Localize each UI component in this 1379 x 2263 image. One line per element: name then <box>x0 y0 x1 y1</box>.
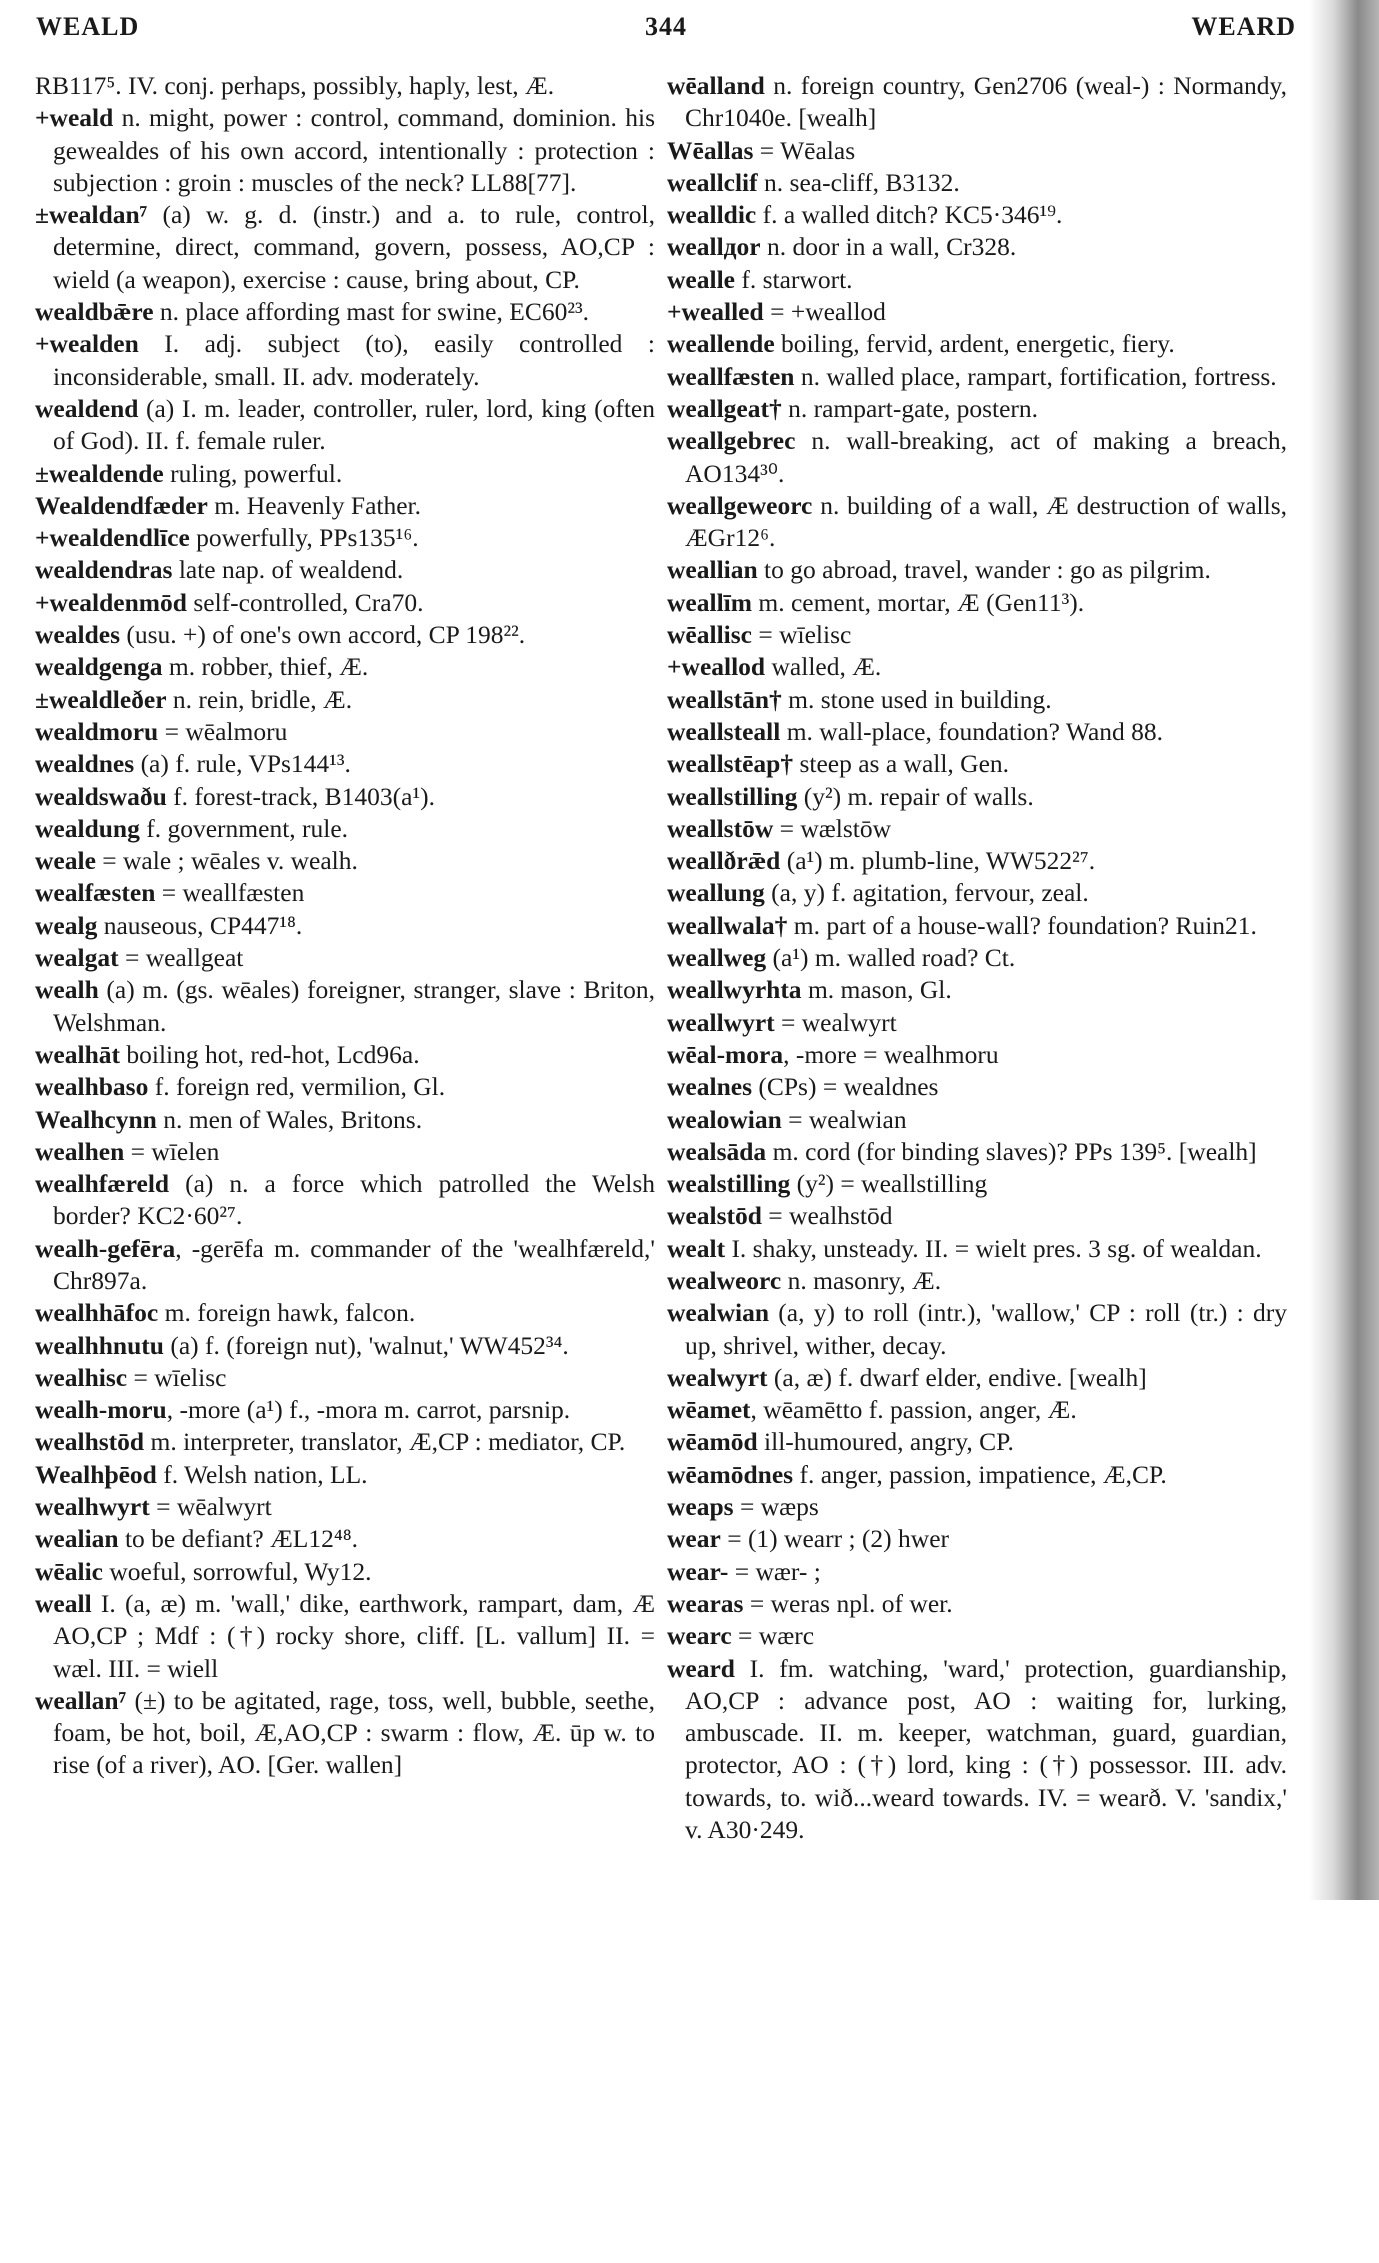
headword: weallsteall <box>667 716 781 746</box>
definition-text: = wealwian <box>781 1104 907 1134</box>
definition-text: n. rein, bridle, Æ. <box>166 684 353 714</box>
dictionary-entry <box>667 748 1287 780</box>
header-left-guideword: WEALD <box>36 12 140 41</box>
headword: wealg <box>35 910 98 940</box>
headword: weallstēap† <box>667 749 794 779</box>
definition-text: (y²) m. repair of walls. <box>797 781 1034 811</box>
page-header <box>36 12 1296 52</box>
definition-text: (a, y) f. agitation, fervour, zeal. <box>764 878 1089 908</box>
headword: weallgebrec <box>667 426 796 456</box>
dictionary-entry <box>667 490 1287 555</box>
definition-text: m. foreign hawk, falcon. <box>158 1298 416 1328</box>
dictionary-entry <box>667 651 1287 683</box>
dictionary-entry <box>35 1104 655 1136</box>
dictionary-entry <box>667 1653 1287 1847</box>
headword: +wealdendlīce <box>35 523 190 553</box>
dictionary-entry <box>35 393 655 458</box>
definition-text: (a, y) to roll (intr.), 'wallow,' CP : roll (tr.) : dry up, shrivel, wither, decay. <box>685 1298 1287 1360</box>
definition-text: (a, æ) f. dwarf elder, endive. [wealh] <box>767 1362 1147 1392</box>
definition-text: = wælstōw <box>773 813 892 843</box>
headword: wealdswaðu <box>35 781 167 811</box>
definition-text: n. building of a wall, Æ destruction of walls, ÆGr12⁶. <box>685 490 1287 553</box>
dictionary-entry <box>35 102 655 199</box>
headword: Wealhcynn <box>35 1104 157 1134</box>
dictionary-entry <box>35 1233 655 1298</box>
definition-text: f. Welsh nation, LL. <box>156 1459 368 1489</box>
definition-text: m. cement, mortar, Æ (Gen11³). <box>751 587 1085 617</box>
dictionary-entry <box>667 1233 1287 1265</box>
dictionary-entry <box>35 1039 655 1071</box>
dictionary-entry <box>35 1685 655 1782</box>
headword: wealhisc <box>35 1362 128 1392</box>
dictionary-entry <box>35 877 655 909</box>
dictionary-entry <box>667 135 1287 167</box>
headword: weallweg <box>667 943 767 973</box>
headword: wealh-moru <box>35 1395 167 1425</box>
dictionary-entry <box>35 748 655 780</box>
headword: wealhhāfoc <box>35 1298 159 1328</box>
dictionary-entry <box>35 1556 655 1588</box>
headword: weallīm <box>667 587 752 617</box>
definition-text: f. anger, passion, impatience, Æ,CP. <box>793 1459 1167 1489</box>
definition-text: I. fm. watching, 'ward,' protection, guardianship, AO,CP : advance post, AO : waiting for, lurking, ambuscade. II. m. keeper, watchman, guard, guardian, protector, AO : (†) lord, king : (†) possessor. III. adv. towards, to. wið...weard towards. IV. = wearð. V. 'sandix,' v. A30·249. <box>685 1653 1287 1845</box>
headword: ±wealdleðer <box>35 684 167 714</box>
headword: ±wealdan⁷ <box>35 200 148 230</box>
headword: wealhwyrt <box>35 1492 150 1522</box>
dictionary-entry <box>35 716 655 748</box>
dictionary-entry <box>35 1136 655 1168</box>
headword: weaps <box>667 1492 734 1522</box>
definition-text: (a) w. g. d. (instr.) and a. to rule, control, determine, direct, command, govern, possess, AO,CP : wield (a weapon), exercise : cause, bring about, CP. <box>53 200 655 294</box>
dictionary-entry <box>667 1297 1287 1362</box>
headword: weallgeweorc <box>667 490 813 520</box>
dictionary-entry <box>667 1491 1287 1523</box>
definition-text: = (1) wearr ; (2) hwer <box>720 1524 950 1554</box>
definition-text: ruling, powerful. <box>163 458 343 488</box>
headword: wealwyrt <box>667 1362 768 1392</box>
dictionary-entry <box>35 651 655 683</box>
headword: weallstilling <box>667 781 798 811</box>
headword: wealdes <box>35 620 120 650</box>
dictionary-entry <box>667 1039 1287 1071</box>
dictionary-entry <box>667 199 1287 231</box>
definition-text: = wealwyrt <box>774 1007 897 1037</box>
headword: wealldic <box>667 200 757 230</box>
definition-text: = wīelisc <box>127 1362 227 1392</box>
definition-text: = wær- ; <box>728 1556 821 1586</box>
dictionary-entry <box>35 1362 655 1394</box>
dictionary-entry <box>35 813 655 845</box>
definition-text: , -more (a¹) f., -mora m. carrot, parsnip. <box>166 1395 571 1425</box>
definition-text: to be defiant? ÆL12⁴⁸. <box>118 1524 359 1554</box>
headword: wēal-mora <box>667 1039 784 1069</box>
headword: wealowian <box>667 1104 782 1134</box>
dictionary-entry <box>667 1071 1287 1103</box>
headword: wealhhnutu <box>35 1330 164 1360</box>
headword: weale <box>35 846 96 876</box>
dictionary-entry <box>35 781 655 813</box>
headword: wealsāda <box>667 1136 767 1166</box>
definition-text: f. a walled ditch? KC5·346¹⁹. <box>756 200 1063 230</box>
headword: wealh <box>35 975 99 1005</box>
dictionary-entry <box>667 1200 1287 1232</box>
dictionary-entry <box>667 1394 1287 1426</box>
definition-text: I. shaky, unsteady. II. = wielt pres. 3 sg. of wealdan. <box>725 1233 1262 1263</box>
definition-text: = Wēalas <box>753 135 856 165</box>
dictionary-entry <box>667 361 1287 393</box>
headword: wealt <box>667 1233 726 1263</box>
dictionary-entry <box>667 1523 1287 1555</box>
definition-text: m. part of a house-wall? foundation? Ruin21. <box>787 910 1257 940</box>
dictionary-entry <box>667 167 1287 199</box>
definition-text: (CPs) = wealdnes <box>752 1072 939 1102</box>
dictionary-entry <box>35 1394 655 1426</box>
headword: weard <box>667 1653 735 1683</box>
headword: wealhāt <box>35 1039 120 1069</box>
headword: weallдor <box>667 232 761 262</box>
dictionary-entry <box>35 974 655 1039</box>
dictionary-entry <box>667 328 1287 360</box>
definition-text: , wēamētto f. passion, anger, Æ. <box>750 1395 1077 1425</box>
definition-text: powerfully, PPs135¹⁶. <box>189 523 419 553</box>
headword: Wealdendfæder <box>35 490 208 520</box>
dictionary-entry <box>35 1168 655 1233</box>
dictionary-entry <box>667 1426 1287 1458</box>
dictionary-entry <box>35 942 655 974</box>
page-edge-shading <box>1309 0 1379 1900</box>
dictionary-entry <box>667 619 1287 651</box>
headword: +weald <box>35 103 114 133</box>
headword: wealhen <box>35 1136 125 1166</box>
dictionary-entry <box>667 264 1287 296</box>
headword: weallclif <box>667 167 758 197</box>
definition-text: (y²) = weallstilling <box>790 1169 988 1199</box>
headword: weallgeat† <box>667 393 782 423</box>
headword: wealweorc <box>667 1265 782 1295</box>
headword: wealgat <box>35 943 119 973</box>
definition-text: n. sea-cliff, B3132. <box>757 167 960 197</box>
definition-text: (a) f. rule, VPs144¹³. <box>134 749 351 779</box>
dictionary-entry <box>667 716 1287 748</box>
headword: wealstōd <box>667 1201 762 1231</box>
dictionary-entry <box>667 1588 1287 1620</box>
definition-text: (±) to be agitated, rage, toss, well, bubble, seethe, foam, be hot, boil, Æ,AO,CP : swarm : flow, Æ. ūp w. to rise (of a river), AO. [Ger. wallen] <box>53 1685 655 1780</box>
dictionary-entry <box>667 813 1287 845</box>
headword: wealdnes <box>35 749 135 779</box>
dictionary-entry <box>667 1556 1287 1588</box>
headword: weallian <box>667 555 758 585</box>
definition-text: boiling hot, red-hot, Lcd96a. <box>120 1039 420 1069</box>
definition-text: m. mason, Gl. <box>801 975 952 1005</box>
definition-text: (a¹) m. walled road? Ct. <box>766 943 1016 973</box>
definition-text: m. cord (for binding slaves)? PPs 139⁵. [wealh] <box>766 1136 1257 1166</box>
dictionary-entry <box>667 1104 1287 1136</box>
header-right-guideword: WEARD <box>1191 12 1296 41</box>
headword: weallwyrhta <box>667 975 802 1005</box>
dictionary-entry <box>35 1459 655 1491</box>
dictionary-entry <box>667 942 1287 974</box>
dictionary-entry <box>667 231 1287 263</box>
headword: wealdgenga <box>35 652 163 682</box>
headword: +wealdenmōd <box>35 587 187 617</box>
dictionary-entry <box>35 910 655 942</box>
dictionary-entry <box>35 1491 655 1523</box>
definition-text: (usu. +) of one's own accord, CP 198²². <box>120 620 526 650</box>
headword: wearc <box>667 1621 732 1651</box>
definition-text: to go abroad, travel, wander : go as pilgrim. <box>757 555 1211 585</box>
dictionary-entry <box>667 1007 1287 1039</box>
dictionary-entry <box>35 522 655 554</box>
dictionary-entry <box>667 910 1287 942</box>
dictionary-entry <box>667 425 1287 490</box>
definition-text: n. walled place, rampart, fortification, fortress. <box>794 361 1277 391</box>
definition-text: n. men of Wales, Britons. <box>156 1104 423 1134</box>
definition-text: = wīelisc <box>751 620 852 650</box>
headword: wēamet <box>667 1395 751 1425</box>
definition-text: n. masonry, Æ. <box>781 1265 942 1295</box>
definition-text: n. door in a wall, Cr328. <box>760 232 1017 262</box>
headword: wealdendras <box>35 555 173 585</box>
headword: wealhbaso <box>35 1072 149 1102</box>
definition-text: walled, Æ. <box>765 652 882 682</box>
headword: wear <box>667 1524 721 1554</box>
definition-text: = wīelen <box>124 1136 220 1166</box>
dictionary-entry <box>667 845 1287 877</box>
dictionary-entry <box>667 1136 1287 1168</box>
headword: wealhfæreld <box>35 1169 170 1199</box>
dictionary-entry <box>667 1459 1287 1491</box>
headword: wealhstōd <box>35 1427 145 1457</box>
definition-text: late nap. of wealdend. <box>172 555 404 585</box>
dictionary-entry <box>35 1071 655 1103</box>
dictionary-entry <box>35 296 655 328</box>
definition-text: n. might, power : control, command, dominion. his gewealdes of his own accord, intentionally : protection : subjection : groin : muscles of the neck? LL88[77]. <box>53 103 655 197</box>
headword: Wealhþēod <box>35 1459 157 1489</box>
definition-text: = weras npl. of wer. <box>743 1588 953 1618</box>
dictionary-entry <box>667 70 1287 135</box>
definition-text: = wærc <box>731 1621 815 1651</box>
headword: wēalic <box>35 1556 103 1586</box>
left-column <box>35 70 655 1782</box>
headword: weallstōw <box>667 813 774 843</box>
headword: weallung <box>667 878 765 908</box>
definition-text: woeful, sorrowful, Wy12. <box>102 1556 372 1586</box>
dictionary-entry <box>667 1362 1287 1394</box>
definition-text: m. Heavenly Father. <box>207 490 421 520</box>
headword: wēalland <box>667 71 765 100</box>
definition-text: boiling, fervid, ardent, energetic, fiery. <box>774 329 1175 359</box>
dictionary-entry <box>667 393 1287 425</box>
definition-text: f. foreign red, vermilion, Gl. <box>148 1072 446 1102</box>
definition-text: , -gerēfa m. commander of the 'wealhfæreld,' Chr897a. <box>53 1233 655 1295</box>
dictionary-entry <box>35 1330 655 1362</box>
headword: wealfæsten <box>35 878 156 908</box>
definition-text: self-controlled, Cra70. <box>186 587 424 617</box>
headword: wealdbǣre <box>35 297 154 327</box>
definition-text: (a) m. (gs. wēales) foreigner, stranger, slave : Briton, Welshman. <box>53 975 655 1037</box>
headword: weall <box>35 1588 92 1618</box>
dictionary-entry <box>667 684 1287 716</box>
dictionary-entry <box>667 587 1287 619</box>
headword: +weallod <box>667 652 766 682</box>
headword: wēamōd <box>667 1427 758 1457</box>
dictionary-entry <box>35 684 655 716</box>
right-column <box>667 70 1287 1846</box>
dictionary-entry <box>35 1426 655 1458</box>
definition-text: RB117⁵. IV. conj. perhaps, possibly, haply, lest, Æ. <box>35 71 555 100</box>
dictionary-entry <box>35 587 655 619</box>
definition-text: m. wall-place, foundation? Wand 88. <box>780 716 1164 746</box>
definition-text: = wēalwyrt <box>149 1492 272 1522</box>
headword: wealdmoru <box>35 716 159 746</box>
dictionary-entry <box>35 845 655 877</box>
dictionary-entry <box>35 554 655 586</box>
definition-text: = weallgeat <box>118 943 244 973</box>
headword: wēallisc <box>667 620 752 650</box>
definition-text: m. interpreter, translator, Æ,CP : mediator, CP. <box>144 1427 626 1457</box>
definition-text: I. adj. subject (to), easily controlled : inconsiderable, small. II. adv. moderately. <box>53 329 655 391</box>
dictionary-entry <box>35 199 655 296</box>
definition-text: m. stone used in building. <box>781 684 1052 714</box>
dictionary-entry <box>667 1620 1287 1652</box>
headword: wealian <box>35 1524 119 1554</box>
headword: wealstilling <box>667 1169 791 1199</box>
definition-text: ill-humoured, angry, CP. <box>757 1427 1014 1457</box>
headword: ±wealdende <box>35 458 164 488</box>
headword: wear- <box>667 1556 729 1586</box>
headword: wealh-gefēra <box>35 1233 176 1263</box>
headword: wearas <box>667 1588 744 1618</box>
dictionary-entry <box>35 70 655 102</box>
headword: wealdend <box>35 393 139 423</box>
definition-text: = wealhstōd <box>761 1201 893 1231</box>
definition-text: = weallfæsten <box>155 878 305 908</box>
headword: Wēallas <box>667 135 754 165</box>
dictionary-entry <box>667 1168 1287 1200</box>
definition-text: (a) f. (foreign nut), 'walnut,' WW452³⁴. <box>163 1330 569 1360</box>
definition-text: = wēalmoru <box>158 716 288 746</box>
definition-text: I. (a, æ) m. 'wall,' dike, earthwork, rampart, dam, Æ AO,CP ; Mdf : (†) rocky shore, cliff. [L. vallum] II. = wæl. III. = wiell <box>53 1588 655 1683</box>
definition-text: , -more = wealhmoru <box>783 1039 999 1069</box>
definition-text: (a¹) m. plumb-line, WW522²⁷. <box>780 846 1096 876</box>
headword: wealwian <box>667 1298 769 1328</box>
definition-text: f. government, rule. <box>139 813 349 843</box>
headword: wealdung <box>35 813 140 843</box>
definition-text: nauseous, CP447¹⁸. <box>97 910 303 940</box>
headword: +wealled <box>667 297 764 327</box>
definition-text: n. rampart-gate, postern. <box>781 393 1039 423</box>
dictionary-entry <box>667 554 1287 586</box>
dictionary-entry <box>667 1265 1287 1297</box>
header-page-number: 344 <box>645 12 687 41</box>
definition-text: (a) n. a force which patrolled the Welsh border? KC2·60²⁷. <box>53 1169 655 1231</box>
headword: weallan⁷ <box>35 1685 127 1715</box>
dictionary-entry <box>667 296 1287 328</box>
definition-text: steep as a wall, Gen. <box>793 749 1010 779</box>
dictionary-entry <box>667 781 1287 813</box>
dictionary-entry <box>35 458 655 490</box>
dictionary-entry <box>35 328 655 393</box>
definition-text: n. place affording mast for swine, EC60²³. <box>153 297 589 327</box>
dictionary-entry <box>35 490 655 522</box>
dictionary-entry <box>667 974 1287 1006</box>
headword: weallwyrt <box>667 1007 775 1037</box>
definition-text: = +weallod <box>763 297 886 327</box>
definition-text: m. robber, thief, Æ. <box>162 652 369 682</box>
definition-text: n. foreign country, Gen2706 (weal-) : Normandy, Chr1040e. [wealh] <box>685 71 1287 133</box>
definition-text: f. forest-track, B1403(a¹). <box>166 781 435 811</box>
headword: wēamōdnes <box>667 1459 794 1489</box>
headword: weallfæsten <box>667 361 795 391</box>
definition-text: n. wall-breaking, act of making a breach, AO134³⁰. <box>685 426 1287 488</box>
dictionary-entry <box>35 1523 655 1555</box>
definition-text: (a) I. m. leader, controller, ruler, lord, king (often of God). II. f. female ruler. <box>53 393 655 456</box>
dictionary-entry <box>667 877 1287 909</box>
headword: wealnes <box>667 1072 752 1102</box>
headword: wealle <box>667 264 735 294</box>
headword: weallende <box>667 329 775 359</box>
definition-text: = wæps <box>733 1492 819 1522</box>
dictionary-entry <box>35 619 655 651</box>
dictionary-entry <box>35 1588 655 1685</box>
definition-text: = wale ; wēales v. wealh. <box>95 846 358 876</box>
definition-text: f. starwort. <box>734 264 853 294</box>
dictionary-entry <box>35 1297 655 1329</box>
headword: weallwala† <box>667 910 788 940</box>
headword: +wealden <box>35 329 139 359</box>
headword: weallðrǣd <box>667 846 781 876</box>
headword: weallstān† <box>667 684 782 714</box>
